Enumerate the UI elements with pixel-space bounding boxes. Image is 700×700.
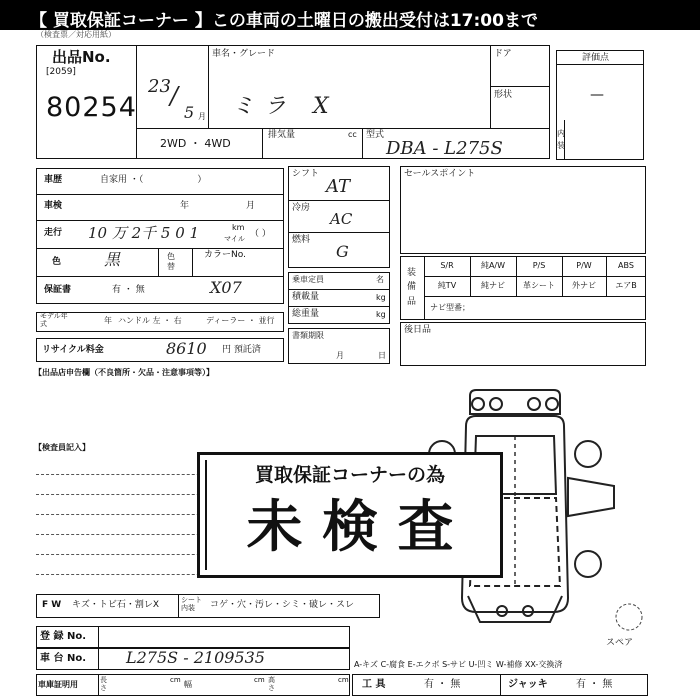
displacement-label: 排気量 xyxy=(268,130,296,140)
load-label: 積載量 xyxy=(292,292,320,302)
ac-value: AC xyxy=(330,210,353,228)
seat-items: コゲ・穴・汚レ・シミ・破レ・スレ xyxy=(210,600,355,610)
spare-label: スペア xyxy=(606,638,634,648)
garage-cert-label: 車庫証明用 xyxy=(38,680,78,689)
handle-options: ハンドル 左 ・ 右 xyxy=(118,316,182,325)
equip-ps: P/S xyxy=(532,261,546,270)
inspection-month: 月 xyxy=(246,201,256,211)
model-label: 型式 xyxy=(366,130,385,140)
seller-notes-label: 【出品店申告欄（不良箇所・欠品・注意事項等）】 xyxy=(34,368,214,377)
color-no-label: カラーNo. xyxy=(204,250,246,260)
damage-legend: A-キズ C-腐食 E-エクボ S-サビ U-凹ミ W-補修 XX-交換済 xyxy=(354,660,563,669)
mileage-unit-km: km xyxy=(232,223,245,232)
rating-box xyxy=(556,50,644,160)
stamp-line2: 未 検 査 xyxy=(246,495,454,560)
sales-point-box xyxy=(400,166,646,254)
after-fit-label: 後日品 xyxy=(404,325,432,335)
rating-value: — xyxy=(590,87,604,103)
shift-label: シフト xyxy=(292,169,320,179)
stamp-line1: 買取保証コーナーの為 xyxy=(254,464,445,486)
fuel-value: G xyxy=(336,242,349,261)
equip-sr: S/R xyxy=(440,261,454,270)
equip-pw: P/W xyxy=(576,261,592,270)
shift-value: AT xyxy=(326,176,351,197)
dim-length: 長さ xyxy=(100,676,107,692)
dim-height: 高さ xyxy=(268,676,275,692)
year-slash: / xyxy=(170,82,179,110)
tools-value: 有 ・ 無 xyxy=(424,679,461,690)
jack-value: 有 ・ 無 xyxy=(576,679,613,690)
fw-items: キズ・トビ石・割レX xyxy=(72,600,159,610)
history-label: 車歴 xyxy=(44,175,63,185)
deadline-month: 月 xyxy=(336,351,344,360)
tools-label: 工 具 xyxy=(362,679,386,690)
equip-airbag: エアB xyxy=(615,281,637,290)
chassis-value: L275S - 2109535 xyxy=(126,648,265,667)
weight-unit: kg xyxy=(376,310,386,319)
model-year-label: モデル年式 xyxy=(40,312,68,328)
inspection-year: 年 xyxy=(180,201,190,211)
rating-label: 評価点 xyxy=(582,53,610,63)
mileage-paren: （ ） xyxy=(250,229,271,239)
navi-model: ナビ型番； xyxy=(430,303,470,312)
warranty-label: 保証書 xyxy=(44,285,72,295)
year-era: 23 xyxy=(148,76,171,97)
equip-tv: 純TV xyxy=(437,281,457,290)
capacity-unit: 名 xyxy=(376,275,384,284)
recycle-label: リサイクル料金 xyxy=(42,345,104,355)
door-label: ドア xyxy=(494,49,512,59)
dim-width-unit: cm xyxy=(254,676,265,684)
recycle-unit: 円 預託済 xyxy=(222,345,261,355)
warranty-value: 有 ・ 無 xyxy=(112,285,145,295)
deadline-label: 書類期限 xyxy=(292,331,324,340)
after-fit-box xyxy=(400,322,646,366)
color-label: 色 xyxy=(52,257,62,267)
dim-width: 幅 xyxy=(184,680,192,689)
seat-label: シート内装 xyxy=(181,596,202,613)
dim-height-unit: cm xyxy=(338,676,349,684)
color-change-label: 色替 xyxy=(167,252,175,272)
equip-navi: 純ナビ xyxy=(481,281,505,290)
garage-cert-row xyxy=(36,674,350,696)
inspector-label: 【検査員記入】 xyxy=(34,443,90,452)
jack-label: ジャッキ xyxy=(508,679,548,690)
ac-label: 冷房 xyxy=(292,203,311,213)
fw-label: F W xyxy=(42,600,62,610)
banner-text: 【 買取保証コーナー 】この車両の土曜日の搬出受付は17:00まで xyxy=(30,11,538,31)
history-value: 自家用 ・（ ） xyxy=(100,175,207,185)
weight-label: 総重量 xyxy=(292,309,320,319)
equip-leather: 革シート xyxy=(523,281,555,290)
color-value: 黒 xyxy=(104,250,121,269)
lot-number: 80254 xyxy=(46,92,137,123)
form-type-label: （検査票／対応用紙） xyxy=(36,30,116,39)
shape-label: 形状 xyxy=(494,90,513,100)
interior-label: 内装 xyxy=(557,129,565,150)
drive-type: 2WD ・ 4WD xyxy=(160,137,231,150)
deadline-day: 日 xyxy=(378,351,386,360)
mileage-label: 走行 xyxy=(44,228,63,238)
chassis-label: 車 台 No. xyxy=(40,653,87,664)
registration-label: 登 録 No. xyxy=(40,631,87,642)
equip-abs: ABS xyxy=(618,261,634,270)
capacity-label: 乗車定員 xyxy=(292,275,324,284)
color-no: X07 xyxy=(210,278,242,297)
year-month-suffix: 月 xyxy=(198,112,206,121)
model-value: DBA - L275S xyxy=(386,138,503,159)
inspection-label: 車検 xyxy=(44,201,63,211)
fuel-label: 燃料 xyxy=(292,235,311,245)
equipment-label: 装備品 xyxy=(407,268,417,307)
load-unit: kg xyxy=(376,293,386,302)
recycle-value: 8610 xyxy=(166,339,207,358)
model-year-unit: 年 xyxy=(104,316,112,325)
dim-length-unit: cm xyxy=(170,676,181,684)
sales-point-label: セールスポイント xyxy=(404,169,476,179)
dealer-options: ディーラー ・ 並行 xyxy=(206,316,275,325)
cc-unit: cc xyxy=(348,130,357,139)
car-name: ミラ X xyxy=(232,94,339,119)
equip-ext-navi: 外ナビ xyxy=(572,281,596,290)
car-label: 車名・グレード xyxy=(212,49,276,59)
mileage-value: 10 万 2千 5 0 1 xyxy=(88,224,200,242)
equip-aw: 純A/W xyxy=(480,261,506,270)
mileage-unit-mile: マイル xyxy=(224,235,245,243)
lot-small-code: [2059] xyxy=(46,67,76,77)
lot-label: 出品No. xyxy=(52,48,111,66)
spare-tire-icon xyxy=(614,602,644,632)
year-month: 5 xyxy=(184,103,195,122)
